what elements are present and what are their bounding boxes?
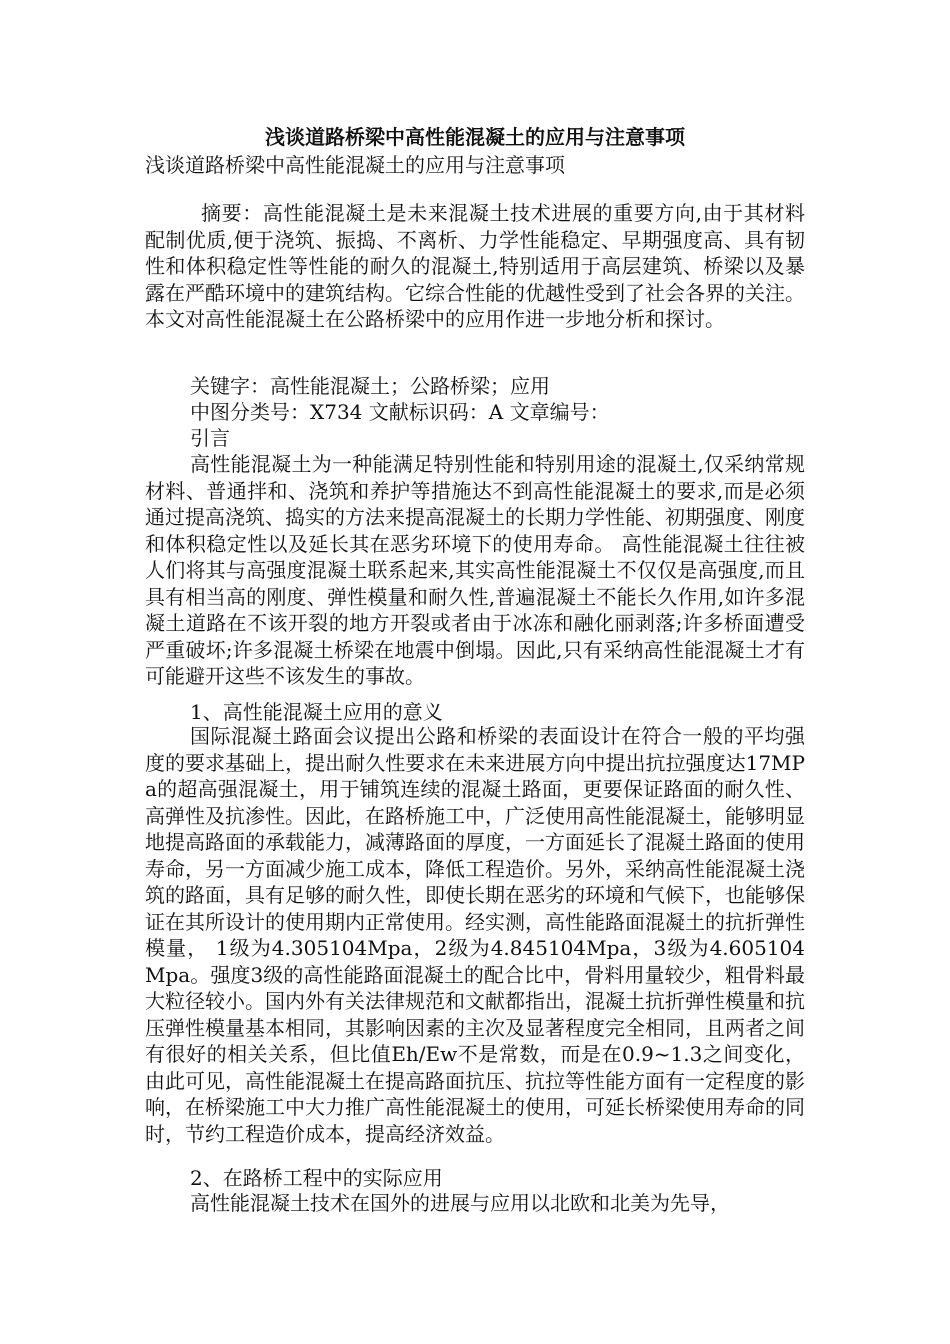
classification-line: 中图分类号：X734 文献标识码：A 文章编号： <box>190 400 610 424</box>
section-2-heading: 2、在路桥工程中的实际应用 <box>190 1166 443 1190</box>
keywords-line: 关键字：高性能混凝土；公路桥梁；应用 <box>190 374 550 398</box>
intro-paragraph: 高性能混凝土为一种能满足特别性能和特别用途的混凝土,仅采纳常规材料、普通拌和、浇筑和养护等措施达不到高性能混凝土的要求,而是必须通过提高浇筑、捣实的方法来提高混凝土的长期力学性能、初期强度、刚度和体积稳定性以及延长其在恶劣环境下的使用寿命。 高性能混凝土往往被人们将其与高强度混凝土联系起来,其实高性能混凝土不仅仅是高强度,而且具有相当高的刚度、弹性模量和耐久性,普遍混凝土不能长久作用,如许多混凝土道路在不该开裂的地方开裂或者由于冰冻和融化丽剥落;许多桥面遭受严重破坏;许多混凝土桥梁在地震中倒塌。因此,只有采纳高性能混凝土才有可能避开这些不该发生的事故。 <box>145 452 805 688</box>
section-2-paragraph: 高性能混凝土技术在国外的进展与应用以北欧和北美为先导， <box>190 1191 730 1215</box>
section-1-paragraph: 国际混凝土路面会议提出公路和桥梁的表面设计在符合一般的平均强度的要求基础上，提出耐久性要求在未来进展方向中提出抗拉强度达17MPa的超高强混凝土，用于铺筑连续的混凝土路面，更要保证路面的耐久性、高弹性及抗渗性。因此，在路桥施工中，广泛使用高性能混凝土，能够明显地提高路面的承载能力，减薄路面的厚度，一方面延长了混凝土路面的使用寿命，另一方面减少施工成本，降低工程造价。另外，采纳高性能混凝土浇筑的路面，具有足够的耐久性，即使长期在恶劣的环境和气候下，也能够保证在其所设计的使用期内正常使用。经实测，高性能路面混凝土的抗折弹性模量， 1级为4.305104Mpa，2级为4.845104Mpa，3级为4.605104Mpa。强度3级的高性能路面混凝土的配合比中，骨料用量较少，粗骨料最大粒径较小。国内外有关法律规范和文献都指出，混凝土抗折弹性模量和抗压弹性模量基本相同，其影响因素的主次及显著程度完全相同，且两者之间有很好的相关关系，但比值Eh/Ew不是常数，而是在0.9~1.3之间变化，由此可见，高性能混凝土在提高路面抗压、抗拉等性能方面有一定程度的影响，在桥梁施工中大力推广高性能混凝土的使用，可延长桥梁使用寿命的同时，节约工程造价成本，提高经济效益。 <box>145 724 805 1146</box>
document-title: 浅谈道路桥梁中高性能混凝土的应用与注意事项 <box>265 125 685 149</box>
intro-heading: 引言 <box>190 426 230 450</box>
document-subtitle: 浅谈道路桥梁中高性能混凝土的应用与注意事项 <box>145 153 565 177</box>
section-1-heading: 1、高性能混凝土应用的意义 <box>190 700 443 724</box>
abstract-paragraph: 摘要：高性能混凝土是未来混凝土技术进展的重要方向,由于其材料配制优质,便于浇筑、振捣、不离析、力学性能稳定、早期强度高、具有韧性和体积稳定性等性能的耐久的混凝土,特别适用于高层建筑、桥梁以及暴露在严酷环境中的建筑结构。它综合性能的优越性受到了社会各界的关注。本文对高性能混凝土在公路桥梁中的应用作进一步地分析和探讨。 <box>145 201 805 331</box>
